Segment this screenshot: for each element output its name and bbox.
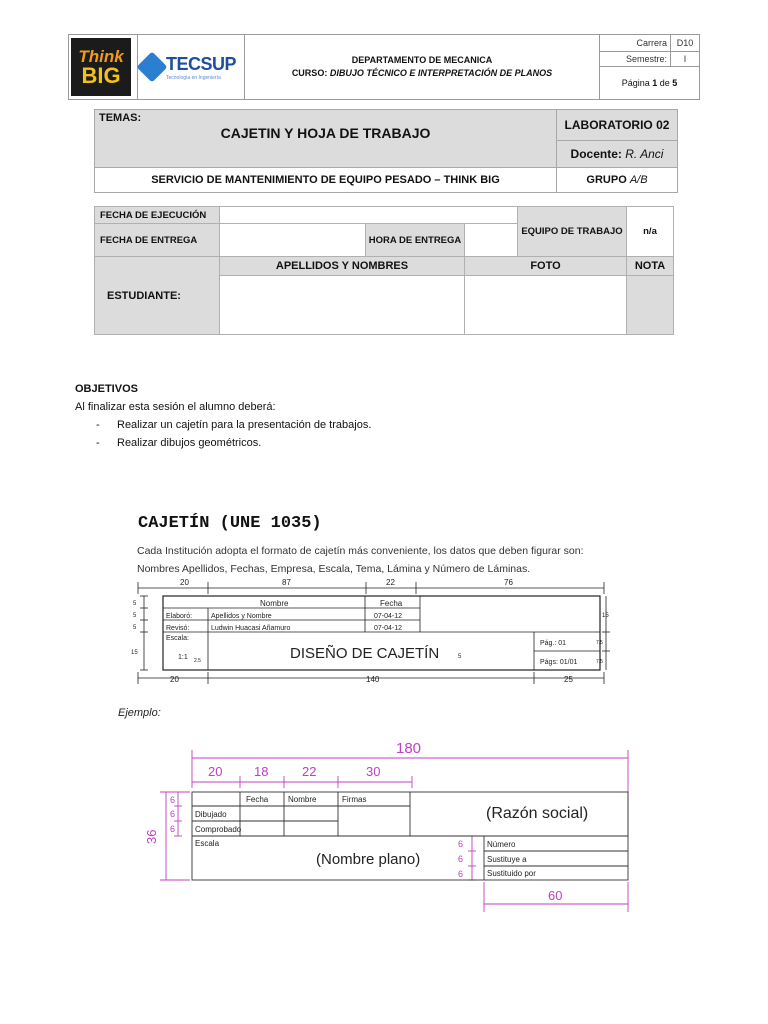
hora-entrega-label: HORA DE ENTREGA: [366, 224, 465, 257]
temas-title: CAJETIN Y HOJA DE TRABAJO: [220, 125, 431, 141]
nota-label: NOTA: [627, 257, 674, 276]
ej-nombre-plano: (Nombre plano): [316, 851, 421, 868]
ejemplo-label: Ejemplo:: [118, 707, 161, 719]
objetivos-title: OBJETIVOS: [75, 383, 138, 395]
think-big-logo: Think BIG: [71, 38, 131, 96]
lab-number: LABORATORIO 02: [557, 110, 678, 141]
ej-row-comprobado: Comprobado: [195, 825, 242, 834]
hora-entrega-field[interactable]: [465, 224, 518, 257]
think-big-logo-cell: [69, 35, 138, 100]
estudiante-label: ESTUDIANTE:: [95, 257, 220, 335]
ej-dim-top-2: 18: [254, 764, 269, 779]
ej-dim-total: 180: [396, 740, 422, 757]
foto-field[interactable]: [465, 276, 627, 335]
escala-value: 1:1: [178, 654, 188, 661]
apellidos-field[interactable]: [220, 276, 465, 335]
fecha-entrega-field[interactable]: [220, 224, 366, 257]
tecsup-logo-cell: [138, 35, 245, 100]
temas-label: TEMAS:: [99, 112, 142, 124]
main-title: DISEÑO DE CAJETÍN: [290, 645, 440, 662]
fecha-table: [94, 206, 674, 335]
apellidos-label: APELLIDOS Y NOMBRES: [220, 257, 465, 276]
row2-label: Revisó:: [166, 625, 190, 632]
docente: Docente: R. Anci: [557, 141, 678, 168]
ej-dim-right-s3: 6: [458, 869, 464, 879]
list-item: - Realizar dibujos geométricos.: [96, 437, 262, 449]
objetivos-section: [75, 380, 371, 452]
fecha-ejecucion-field[interactable]: [220, 207, 518, 224]
objetivos-list: [75, 416, 371, 452]
row1-label: Elaboró:: [166, 613, 193, 620]
dim-top-3: 22: [386, 578, 395, 587]
dim-left-3: 5: [133, 625, 137, 631]
ej-col-nombre: Nombre: [288, 795, 317, 804]
dim-right-3: 7.5: [596, 659, 603, 665]
dim-right-1: 15: [602, 613, 609, 619]
list-item: - Realizar un cajetín para la presentación de trabajos.: [96, 419, 372, 431]
ej-dim-right-s1: 6: [458, 839, 464, 849]
equipo-label: EQUIPO DE TRABAJO: [518, 207, 627, 257]
ej-dim-left-s1: 6: [170, 795, 176, 805]
semestre-value: I: [671, 52, 700, 67]
dim-left-1: 5: [133, 601, 137, 607]
row1-date: 07-04-12: [374, 613, 403, 620]
dim-bottom-3: 25: [564, 675, 573, 684]
document-header: [68, 34, 700, 100]
escala-label: Escala:: [166, 635, 189, 642]
temas-cell: [95, 110, 557, 168]
cajetin-description: Cada Institución adopta el formato de cajetín más conveniente, los datos que deben figurar son: Nombres Apellidos, Fechas, Empresa, Escala, Tema, Lámina y Número de Láminas.: [137, 545, 584, 575]
page-indicator: Página 1 de 5: [600, 67, 700, 100]
dim-right-2: 7.5: [596, 640, 603, 646]
carrera-label: Carrera: [600, 35, 671, 52]
pag: Pág.: 01: [540, 640, 567, 647]
ejemplo-drawing: [138, 736, 638, 916]
row2-name: Ludwin Huacasi Añamuro: [211, 625, 291, 632]
fecha-ejecucion-label: FECHA DE EJECUCIÓN: [95, 207, 220, 224]
cajetin-une-drawing: [130, 574, 610, 686]
tecsup-logo: TECSUP Tecnología en Ingeniería: [141, 54, 241, 81]
ej-row-dibujado: Dibujado: [195, 810, 227, 819]
grupo: GRUPO A/B: [557, 168, 678, 193]
carrera-value: D10: [671, 35, 700, 52]
nota-field: [627, 276, 674, 335]
service-line: SERVICIO DE MANTENIMIENTO DE EQUIPO PESADO – THINK BIG: [95, 168, 557, 193]
temas-table: [94, 109, 678, 193]
ej-row-escala: Escala: [195, 839, 220, 848]
department-name: DEPARTAMENTO DE MECANICA: [351, 55, 493, 65]
ej-sustituye: Sustituye a: [487, 855, 527, 864]
dim-bottom-1: 20: [170, 675, 179, 684]
fecha-entrega-label: FECHA DE ENTREGA: [95, 224, 220, 257]
ej-col-fecha: Fecha: [246, 795, 269, 804]
pags: Págs: 01/01: [540, 659, 578, 666]
ej-dim-left: 36: [144, 829, 159, 844]
dim-left-4: 15: [131, 650, 138, 656]
ej-col-firmas: Firmas: [342, 795, 367, 804]
ej-sustituido: Sustituido por: [487, 869, 536, 878]
ej-numero: Número: [487, 840, 516, 849]
dim-top-1: 20: [180, 578, 189, 587]
department-course: [245, 35, 600, 100]
ej-dim-bottom: 60: [548, 888, 563, 903]
main-dim: 5: [458, 654, 462, 660]
row1-name: Apellidos y Nombre: [211, 613, 272, 620]
course-line: CURSO: DIBUJO TÉCNICO E INTERPRETACIÓN DE PLANOS: [291, 68, 553, 78]
col-fecha: Fecha: [380, 599, 403, 608]
dim-bottom-2: 140: [366, 675, 380, 684]
ej-dim-left-s3: 6: [170, 824, 176, 834]
dim-left-2: 5: [133, 613, 137, 619]
equipo-value: n/a: [627, 207, 674, 257]
dim-top-2: 87: [282, 578, 291, 587]
dim-top-4: 76: [504, 578, 513, 587]
ej-dim-top-1: 20: [208, 764, 223, 779]
foto-label: FOTO: [465, 257, 627, 276]
ej-dim-right-s2: 6: [458, 854, 464, 864]
tecsup-mark-icon: [136, 51, 167, 82]
semestre-label: Semestre:: [600, 52, 671, 67]
escala-dim: 2.5: [194, 658, 201, 664]
ej-dim-top-4: 30: [366, 764, 381, 779]
cajetin-title: CAJETÍN (UNE 1035): [138, 514, 322, 533]
row2-date: 07-04-12: [374, 625, 403, 632]
ej-dim-top-3: 22: [302, 764, 317, 779]
ej-dim-left-s2: 6: [170, 809, 176, 819]
objetivos-intro: Al finalizar esta sesión el alumno deberá:: [75, 401, 276, 413]
ej-razon-social: (Razón social): [486, 805, 589, 822]
col-nombre: Nombre: [260, 599, 289, 608]
